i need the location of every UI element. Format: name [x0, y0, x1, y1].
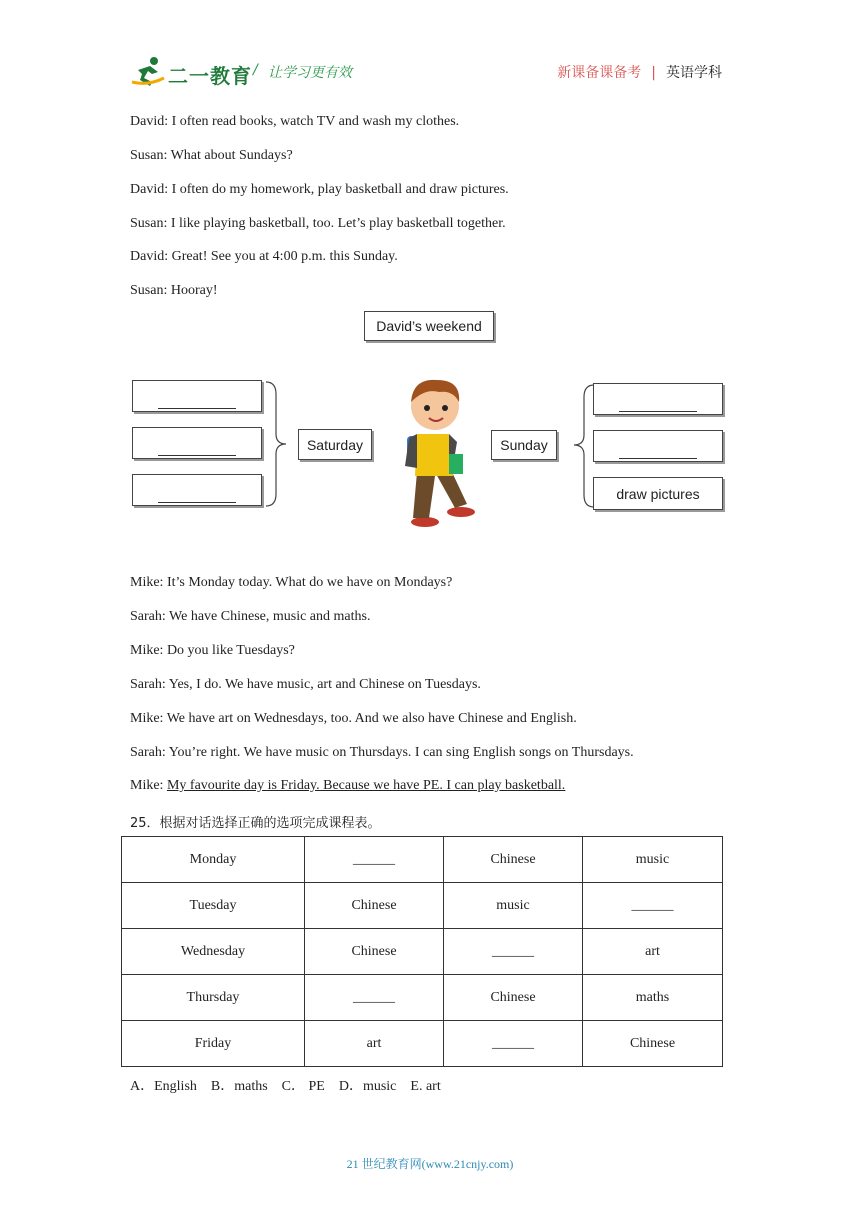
- table-cell: Wednesday: [122, 929, 305, 975]
- table-cell[interactable]: ______: [583, 883, 723, 929]
- dialogue-line: Mike: It’s Monday today. What do we have on Mondays?: [130, 575, 453, 590]
- table-cell: Chinese: [444, 837, 583, 883]
- schedule-table: [121, 836, 723, 1067]
- table-cell: Thursday: [122, 975, 305, 1021]
- table-cell: art: [583, 929, 723, 975]
- table-cell: Tuesday: [122, 883, 305, 929]
- sunday-blank-1[interactable]: [593, 383, 723, 415]
- dialogue-line: Sarah: Yes, I do. We have music, art and Chinese on Tuesdays.: [130, 677, 481, 692]
- table-cell[interactable]: ______: [305, 837, 444, 883]
- table-cell: Chinese: [305, 929, 444, 975]
- table-cell[interactable]: ______: [305, 975, 444, 1021]
- table-cell[interactable]: ______: [444, 929, 583, 975]
- subject-label: 英语学科: [666, 65, 722, 81]
- exam-label: 新课备课备考: [557, 65, 642, 81]
- table-row: [122, 975, 723, 1021]
- sunday-label: Sunday: [500, 437, 548, 453]
- table-cell: Chinese: [583, 1021, 723, 1067]
- logo-text: 二一教育: [168, 64, 252, 88]
- saturday-blank-2[interactable]: [132, 427, 262, 459]
- dialogue-line: Susan: What about Sundays?: [130, 148, 293, 163]
- dialogue-line: David: I often do my homework, play basketball and draw pictures.: [130, 182, 509, 197]
- speaker-mike: Mike:: [130, 778, 164, 793]
- sunday-blank-2[interactable]: [593, 430, 723, 462]
- table-cell: Chinese: [444, 975, 583, 1021]
- table-cell: music: [583, 837, 723, 883]
- boy-illustration: [395, 372, 485, 530]
- dialogue-line: Mike: Do you like Tuesdays?: [130, 643, 295, 658]
- dialogue-line-last: [130, 778, 565, 794]
- left-brace-icon: [264, 380, 294, 508]
- sunday-filled-label: draw pictures: [616, 485, 700, 502]
- sunday-filled-box: [593, 477, 723, 510]
- saturday-blank-1[interactable]: [132, 380, 262, 412]
- table-row: [122, 929, 723, 975]
- table-cell: Monday: [122, 837, 305, 883]
- dialogue-line: Sarah: You’re right. We have music on Thursdays. I can sing English songs on Thursdays.: [130, 745, 634, 760]
- question-text: 25．根据对话选择正确的选项完成课程表。: [130, 816, 381, 831]
- table-cell: Friday: [122, 1021, 305, 1067]
- saturday-label: Saturday: [306, 436, 364, 453]
- table-row: [122, 883, 723, 929]
- header-right: [557, 62, 722, 82]
- dialogue-line: David: Great! See you at 4:00 p.m. this Sunday.: [130, 249, 398, 264]
- table-cell: art: [305, 1021, 444, 1067]
- table-cell[interactable]: ______: [444, 1021, 583, 1067]
- logo-slash: /: [253, 62, 258, 78]
- saturday-box: [298, 429, 372, 460]
- table-row: [122, 1021, 723, 1067]
- saturday-blank-3[interactable]: [132, 474, 262, 506]
- dialogue-line: Susan: I like playing basketball, too. Let’s play basketball together.: [130, 216, 506, 231]
- page-header: [0, 0, 860, 100]
- table-cell: Chinese: [305, 883, 444, 929]
- diagram-title-box: [364, 311, 494, 341]
- right-brace-icon: [566, 383, 596, 511]
- sunday-box: [491, 430, 557, 460]
- runner-logo-icon: [130, 56, 166, 88]
- dialogue-line: Sarah: We have Chinese, music and maths.: [130, 609, 371, 624]
- options-line: A．English B．maths C． PE D．music E. art: [130, 1079, 441, 1094]
- favourite-day-sentence: My favourite day is Friday. Because we have PE. I can play basketball.: [166, 778, 566, 793]
- table-cell: music: [444, 883, 583, 929]
- dialogue-line: Susan: Hooray!: [130, 283, 218, 298]
- table-cell: maths: [583, 975, 723, 1021]
- slogan: 让学习更有效: [268, 65, 352, 81]
- diagram-title: David’s weekend: [376, 318, 482, 334]
- dialogue-line: David: I often read books, watch TV and wash my clothes.: [130, 114, 460, 129]
- dialogue-line: Mike: We have art on Wednesdays, too. And we also have Chinese and English.: [130, 711, 577, 726]
- table-row: [122, 837, 723, 883]
- footer-source: 21 世纪教育网(www.21cnjy.com): [346, 1157, 514, 1171]
- header-separator: |: [651, 65, 656, 81]
